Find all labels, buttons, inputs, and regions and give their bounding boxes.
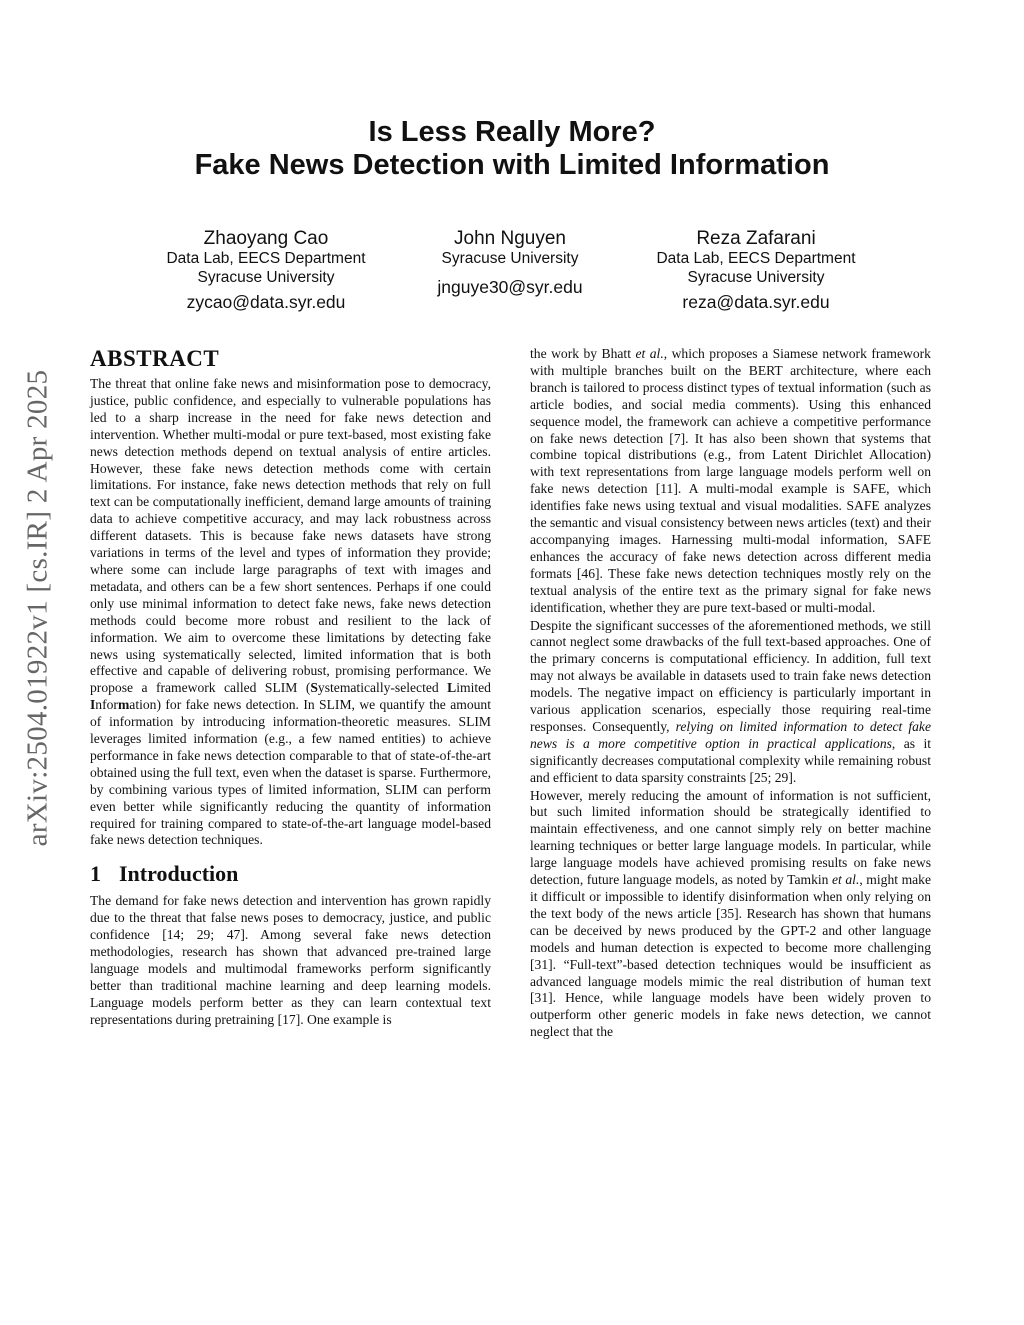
arxiv-identifier: arXiv:2504.01922v1 [cs.IR] 2 Apr 2025 — [21, 369, 54, 847]
safe-name: SAFE — [846, 498, 880, 514]
author-name: John Nguyen — [454, 228, 566, 249]
section-heading — [90, 861, 491, 887]
intro-paragraph: The demand for fake news detection and intervention has grown rapidly due to the threat that false news poses to democracy, justice, and public confidence [14; 29; 47]. Among several fake news detection methodologies, research has shown that advanced pre-trained large language models and multimodal frameworks perform significantly better than traditional machine learning and deep learning models. Language models perform better as they can learn contextual text representations during pretraining [17]. One example is — [90, 893, 491, 1027]
author-institution: Syracuse University — [441, 250, 579, 267]
author-name: Zhaoyang Cao — [203, 228, 329, 249]
author-affiliation: Data Lab, EECS Department — [656, 250, 856, 267]
author-block-3 — [640, 228, 872, 313]
slim-name: SLIM — [264, 680, 298, 696]
body-paragraph: the work by Bhatt et al., which proposes a Siamese network framework with multiple branches built on the BERT architecture, where each branch is tailored to process distinct types of textual information (such as article bodies, and social media comments). Using this enhanced sequence model, the framework can achieve a competitive performance on fake news detection [7]. It has also been shown that systems that combine topical distributions (e.g., from Latent Dirichlet Allocation) with text representations from large language models perform well on fake news detection [11]. A multi-modal example is SAFE, which identifies fake news using textual and visual modalities. SAFE analyzes the semantic and visual consistency between news articles (text) and their accompanying images. Harnessing multi-modal information, SAFE enhances the accuracy of fake news detection across different media formats [46]. These fake news detection techniques mostly rely on the textual analysis of the entire text as the primary signal for fake news identification, whether they are pure text-based or multi-modal. — [530, 346, 931, 615]
right-column — [530, 346, 931, 1041]
slim-name: SLIM — [319, 697, 352, 713]
title-line-1: Is Less Really More? — [368, 116, 656, 148]
author-name: Reza Zafarani — [696, 228, 816, 249]
author-affiliation: Data Lab, EECS Department — [166, 250, 366, 267]
abstract-heading: ABSTRACT — [90, 346, 220, 371]
author-institution: Syracuse University — [197, 268, 335, 286]
paper-title — [0, 116, 1024, 182]
safe-name: SAFE — [852, 481, 887, 497]
author-email[interactable]: zycao@data.syr.edu — [186, 292, 346, 312]
author-email[interactable]: reza@data.syr.edu — [682, 292, 830, 312]
section-title: Introduction — [119, 861, 239, 887]
title-line-2: Fake News Detection with Limited Information — [194, 149, 830, 181]
author-block-1 — [150, 228, 382, 313]
author-institution: Syracuse University — [687, 268, 825, 286]
body-paragraph: Despite the significant successes of the aforementioned methods, we still cannot neglect some drawbacks of the full text-based approaches. One of the primary concerns is computational efficiency. In addition, full text may not always be available in datasets used to train fake news detection models. The negative impact on efficiency is particularly important in various application scenarios, especially those requiring real-time responses. Consequently, relying on limited information to detect fake news is a more competitive option in practical applications, as it significantly decreases computational complexity while remaining robust and efficient to data sparsity constraints [25; 29]. — [530, 617, 931, 785]
body-paragraph: However, merely reducing the amount of information is not sufficient, but such limited information should be strategically identified to maintain effectiveness, and one cannot simply rely on better machine learning techniques or better large language models. In particular, while large language models have achieved promising results on fake news detection, future language models, as noted by Tamkin et al., might make it difficult or impossible to identify disinformation when only relying on the text body of the news article [35]. Research has shown that humans can be deceived by news produced by the GPT-2 and other language models and human detection is expected to become more challenging [31]. “Full-text”-based detection techniques would be insufficient as advanced language models mimic the real distribution of human text [31]. Hence, while language models have been widely proven to outperform other generic models in fake news detection, we cannot neglect that the — [530, 787, 932, 1040]
author-block-2 — [410, 228, 610, 298]
author-email[interactable]: jnguye30@syr.edu — [437, 276, 583, 297]
abstract-text: The threat that online fake news and misinformation pose to democracy, justice, public confidence, and especially to vulnerable populations has led to a sharp increase in the need for fake news detection and intervention. Whether multi-modal or pure text-based, most existing fake news detection methods depend on textual analysis of entire articles. However, these fake news detection methods come with certain limitations. For instance, fake news detection methods that rely on full text can be computationally inefficient, demand large amounts of training data to achieve competitive accuracy, and may lack robustness across different datasets. This is because fake news datasets have strong variations in terms of the level and types of information they provide; where some can include large paragraphs of text with images and metadata, and others can be a few short sentences. Perhaps if one could only use minimal information to detect fake news, fake news detection methods could become more robust and resilient to the lack of information. We aim to overcome these limitations by detecting fake news using systematically selected, limited information that is both effective and capable of delivering robust, promising performance. We propose a framework called SLIM (Systematically-selected Limited Information) for fake news detection. In SLIM, we quantify the amount of information by introducing information-theoretic measures. SLIM leverages limited information (e.g., a few named entities) to achieve performance in fake news detection comparable to that of state-of-the-art obtained using the full text, even when the dataset is sparse. Furthermore, by combining various types of limited information, SLIM can perform even better while significantly reducing the quantity of information required for training compared to state-of-the-art language model-based fake news detection techniques. — [90, 376, 492, 848]
section-number: 1 — [90, 861, 101, 887]
slim-name: SLIM — [458, 714, 491, 730]
left-column — [90, 346, 491, 1029]
slim-name: SLIM — [385, 781, 418, 797]
